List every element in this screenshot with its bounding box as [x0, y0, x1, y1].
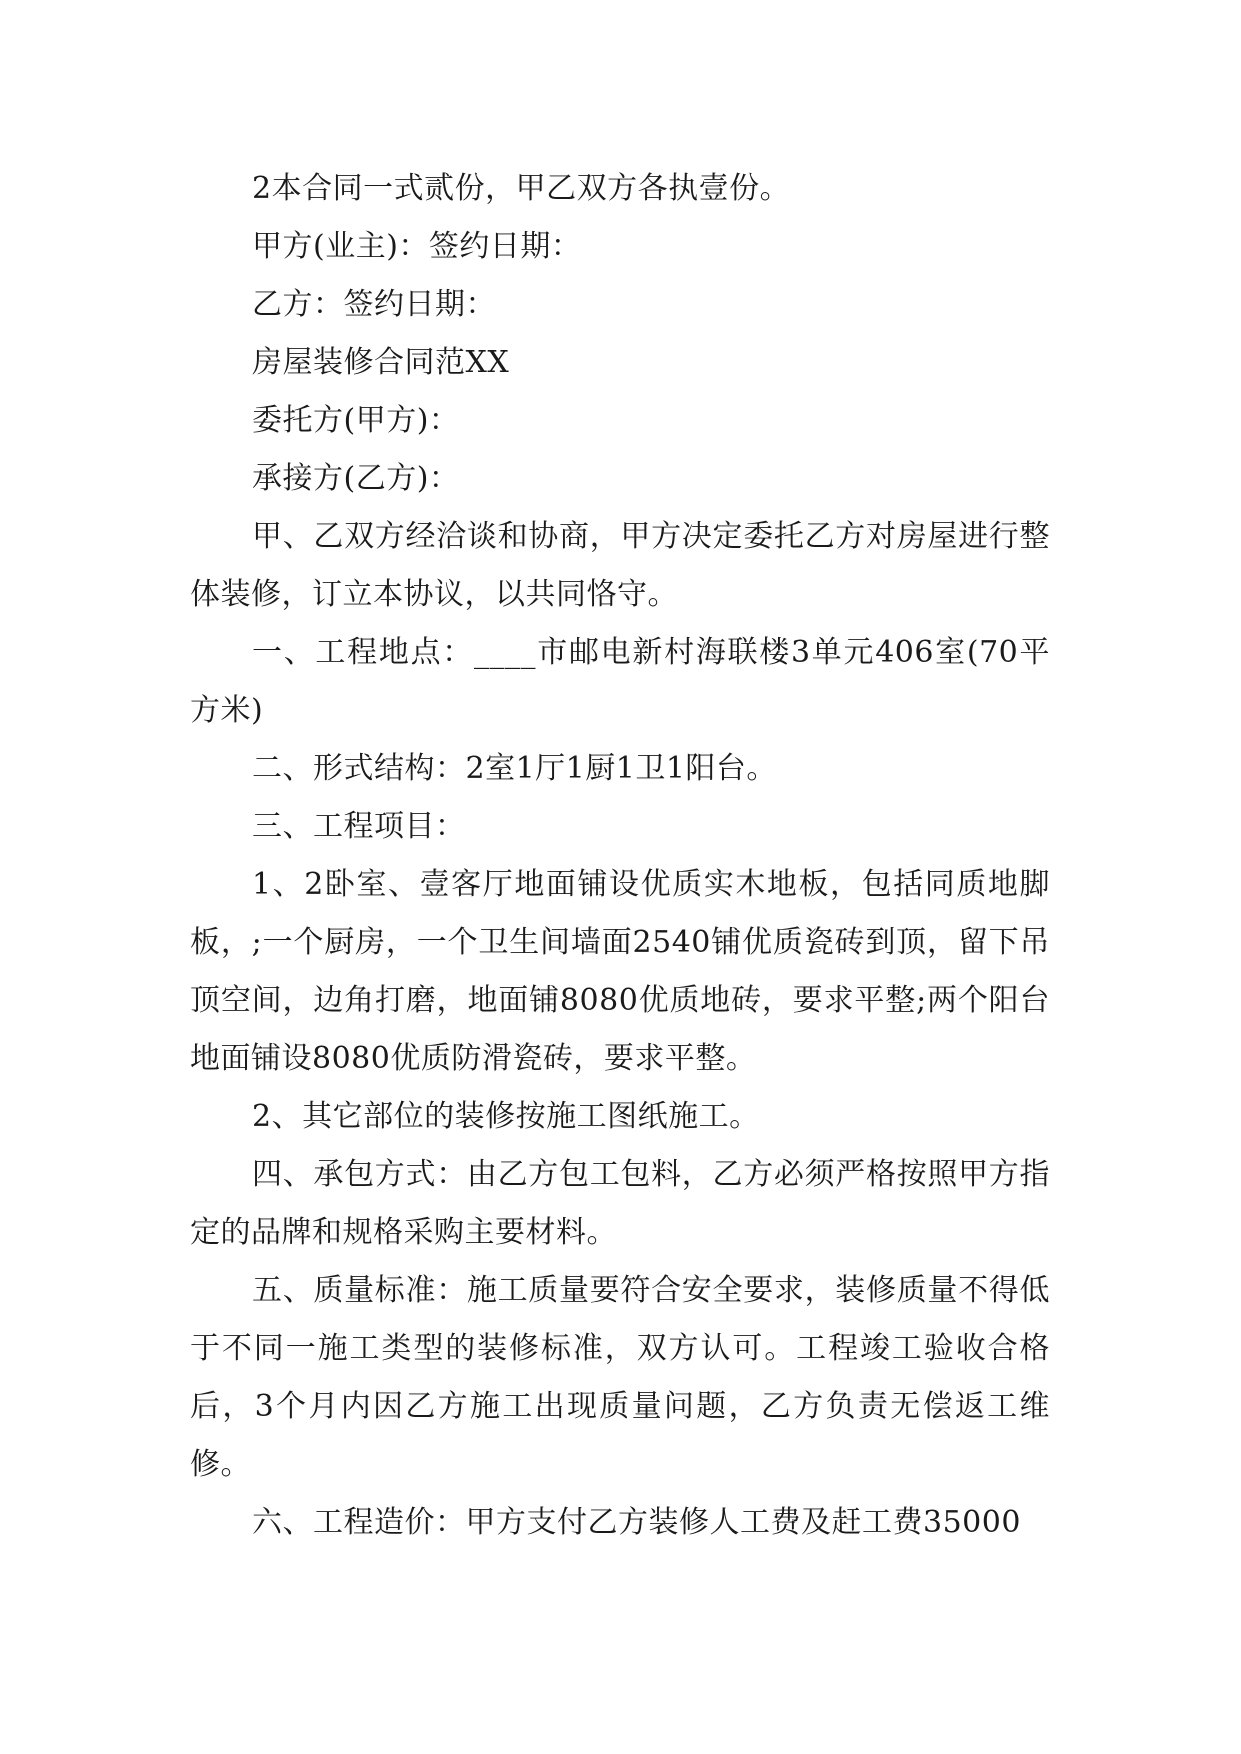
client-party-line: 委托方(甲方)：: [252, 403, 460, 438]
section-structure: 二、形式结构：2室1厅1厨1卫1阳台。: [252, 751, 777, 786]
preamble-paragraph: 甲、乙双方经洽谈和协商，甲方决定委托乙方对房屋进行整体装修，订立本协议，以共同恪守。: [190, 519, 1050, 612]
party-a-signature-line: 甲方(业主)：签约日期：: [252, 229, 582, 264]
section-items-heading: 三、工程项目：: [252, 809, 466, 844]
item-other-parts: 2、其它部位的装修按施工图纸施工。: [252, 1099, 760, 1134]
document-title: 房屋装修合同范XX: [252, 345, 510, 380]
section-contract-method: 四、承包方式：由乙方包工包料，乙方必须严格按照甲方指定的品牌和规格采购主要材料。: [190, 1157, 1050, 1250]
section-quality-standard: 五、质量标准：施工质量要符合安全要求，装修质量不得低于不同一施工类型的装修标准，双方认可。工程竣工验收合格后，3个月内因乙方施工出现质量问题，乙方负责无偿返工维修。: [190, 1273, 1050, 1482]
item-flooring-tiling: 1、2卧室、壹客厅地面铺设优质实木地板，包括同质地脚板，;一个厨房，一个卫生间墙面2540铺优质瓷砖到顶，留下吊顶空间，边角打磨，地面铺8080优质地砖，要求平整;两个阳台地面铺设8080优质防滑瓷砖，要求平整。: [190, 867, 1050, 1076]
section-location: 一、工程地点：____市邮电新村海联楼3单元406室(70平方米): [190, 635, 1050, 728]
party-b-signature-line: 乙方：签约日期：: [252, 287, 496, 322]
document-page: [190, 160, 1050, 1552]
copies-clause: 2本合同一式贰份，甲乙双方各执壹份。: [252, 171, 791, 206]
contractor-party-line: 承接方(乙方)：: [252, 461, 460, 496]
section-project-cost: 六、工程造价：甲方支付乙方装修人工费及赶工费35000: [252, 1505, 1021, 1540]
